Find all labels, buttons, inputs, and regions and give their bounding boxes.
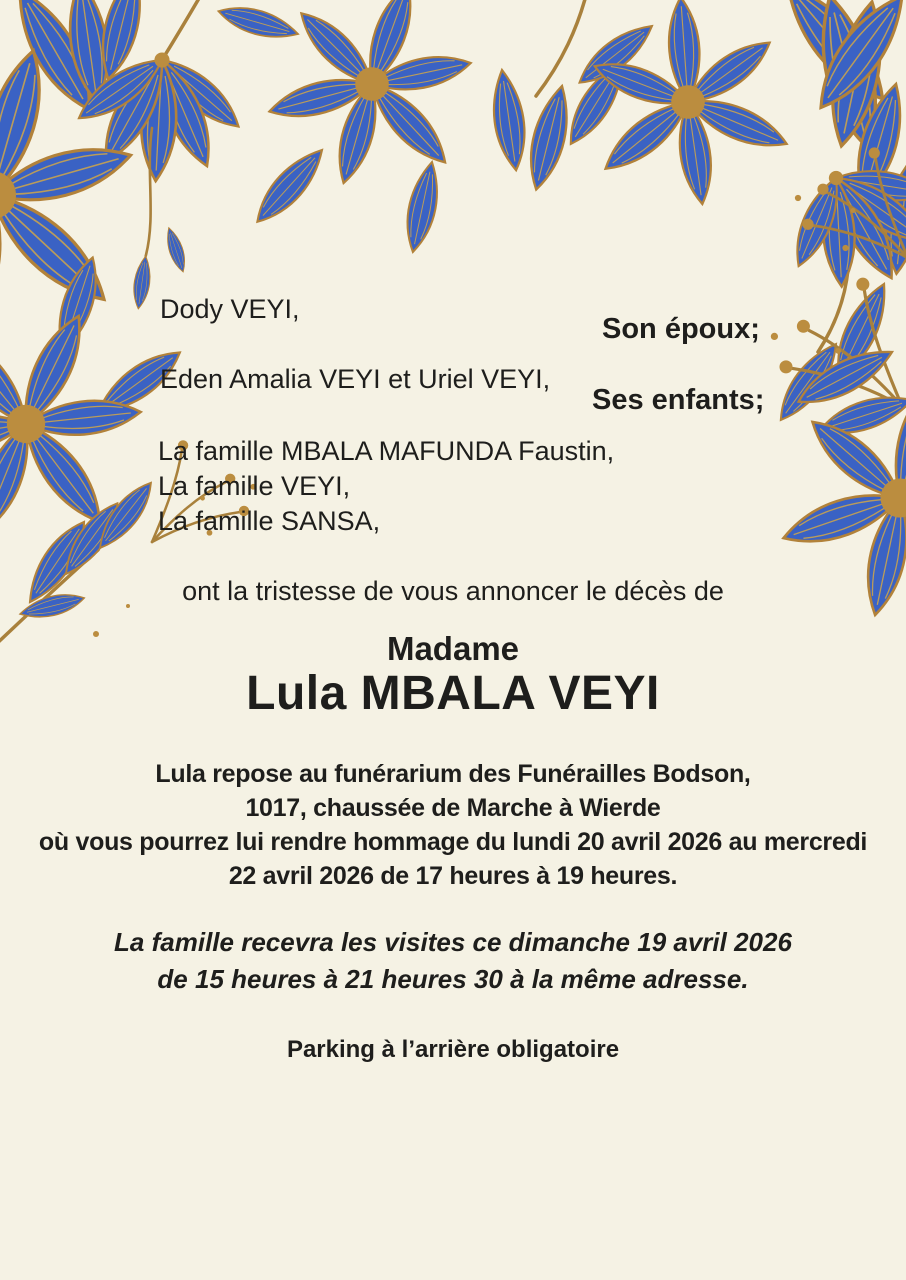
- visits-info-block: [0, 924, 906, 998]
- announcement-intro: ont la tristesse de vous annoncer le décès de: [182, 576, 724, 606]
- children-names: Eden Amalia VEYI et Uriel VEYI,: [160, 364, 551, 394]
- parking-note: Parking à l’arrière obligatoire: [286, 1036, 620, 1063]
- spouse-role-label: Son époux;: [602, 313, 760, 345]
- spouse-name: Dody VEYI,: [160, 294, 300, 324]
- viewing-line-2: 1017, chaussée de Marche à Wierde: [245, 794, 661, 822]
- visits-line-1: La famille recevra les visites ce dimanche 19 avril 2026: [114, 927, 792, 957]
- deceased-title: Madame: [386, 630, 520, 667]
- children-role-label: Ses enfants;: [592, 384, 765, 416]
- viewing-line-1: Lula repose au funérarium des Funérailles Bodson,: [155, 760, 751, 788]
- family-line-1: La famille MBALA MAFUNDA Faustin,: [158, 436, 615, 466]
- top-center-floral-cluster: [215, 0, 801, 255]
- viewing-line-3: où vous pourrez lui rendre hommage du lundi 20 avril 2026 au mercredi: [38, 828, 868, 856]
- family-line-3: La famille SANSA,: [158, 506, 381, 536]
- family-line-2: La famille VEYI,: [158, 471, 351, 501]
- viewing-line-4: 22 avril 2026 de 17 heures à 19 heures.: [228, 862, 678, 890]
- visits-line-2: de 15 heures à 21 heures 30 à la même adresse.: [157, 964, 749, 994]
- deceased-name: Lula MBALA VEYI: [246, 667, 660, 720]
- viewing-info-block: [0, 757, 906, 893]
